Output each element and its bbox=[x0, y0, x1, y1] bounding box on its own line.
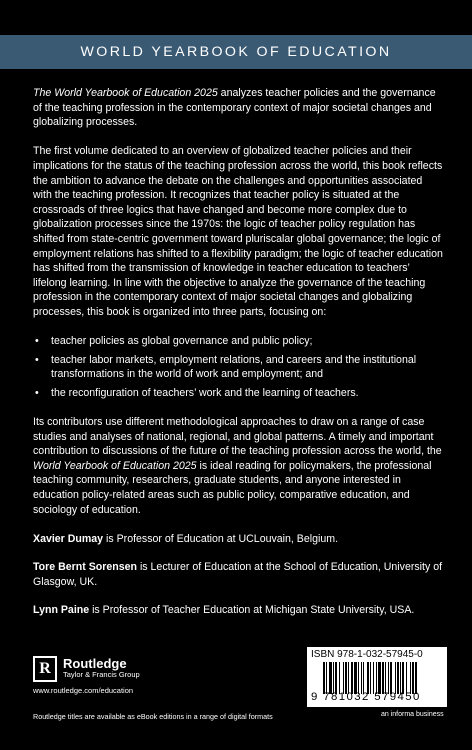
publisher-url: www.routledge.com/education bbox=[33, 686, 134, 695]
parts-list bbox=[33, 334, 443, 400]
list-item: • the reconfiguration of teachers’ work and the learning of teachers. bbox=[51, 386, 443, 401]
routledge-logo-icon: R bbox=[33, 656, 57, 682]
intro-text: analyzes teacher policies and the governance of the teaching profession in the contemporary context of major societal changes and globalizing processes. bbox=[33, 87, 436, 129]
list-item: • teacher policies as global governance and public policy; bbox=[51, 334, 443, 349]
editor-bio-text: is Professor of Education at UCLouvain, Belgium. bbox=[103, 532, 339, 545]
publisher-group: Taylor & Francis Group bbox=[63, 670, 140, 679]
barcode-icon bbox=[323, 662, 441, 694]
book-title-inline: World Yearbook of Education 2025 bbox=[33, 459, 197, 472]
ebook-note: Routledge titles are available as eBook editions in a range of digital formats bbox=[33, 712, 273, 721]
barcode-digits: 9 781032 579450 bbox=[311, 691, 421, 703]
cover-text bbox=[33, 86, 443, 631]
publisher-wordmark bbox=[63, 658, 140, 680]
editor-bio bbox=[33, 532, 443, 547]
intro-paragraph bbox=[33, 86, 443, 130]
contributors-paragraph bbox=[33, 415, 443, 517]
book-title: The World Yearbook of Education 2025 bbox=[33, 87, 218, 99]
list-item: • teacher labor markets, employment relations, and careers and the institutional transformations in the world of work and employment; and bbox=[51, 353, 443, 382]
publisher-logo bbox=[33, 656, 140, 682]
informa-note: an informa business bbox=[381, 711, 444, 718]
series-title: WORLD YEARBOOK OF EDUCATION bbox=[80, 44, 392, 60]
description-paragraph: The first volume dedicated to an overview of globalized teacher policies and their implications for the status of the teaching profession across the world, this book reflects the ambition to advance the debate on the challenges and opportunities associated with the teaching profession. It recognizes that teacher policy is situated at the crossroads of three logics that have changed and become more complex due to globalization processes since the 1970s: the logic of teacher policy regulation has shifted from state-centric government toward pluriscalar global governance; the logic of employment relations has shifted to a flexibility paradigm; the logic of teacher education has shifted from the transmission of knowledge in teacher education to teachers’ lifelong learning. In line with the objective to analyze the governance of the teaching profession in the contemporary context of major societal changes and globalizing processes, this book is organized into three parts, focusing on: bbox=[33, 145, 443, 318]
editor-name: Lynn Paine bbox=[33, 603, 90, 616]
editor-bio-text: is Lecturer of Education at the School of Education, University of Glasgow, UK. bbox=[33, 560, 443, 588]
editor-name: Tore Bernt Sorensen bbox=[33, 560, 137, 573]
series-header bbox=[0, 35, 472, 69]
contributors-text-end: is ideal reading for policymakers, the professional teaching community, researchers, graduate students, and anyone interested in education policy-related areas such as public policy, comparative education, and sociology of education. bbox=[33, 459, 432, 516]
publisher-name: Routledge bbox=[63, 656, 127, 671]
contributors-text: Its contributors use different methodological approaches to draw on a range of case studies and analyses of national, regional, and global patterns. A timely and important contribution to discussions of the future of the teaching profession across the world, the bbox=[33, 416, 442, 458]
isbn-label: ISBN 978-1-032-57945-0 bbox=[311, 649, 423, 660]
editor-name: Xavier Dumay bbox=[33, 532, 104, 545]
isbn-barcode-box bbox=[307, 647, 447, 707]
editor-bio bbox=[33, 560, 443, 589]
editor-bio bbox=[33, 603, 443, 618]
editor-bio-text: is Professor of Teacher Education at Michigan State University, USA. bbox=[89, 603, 415, 616]
